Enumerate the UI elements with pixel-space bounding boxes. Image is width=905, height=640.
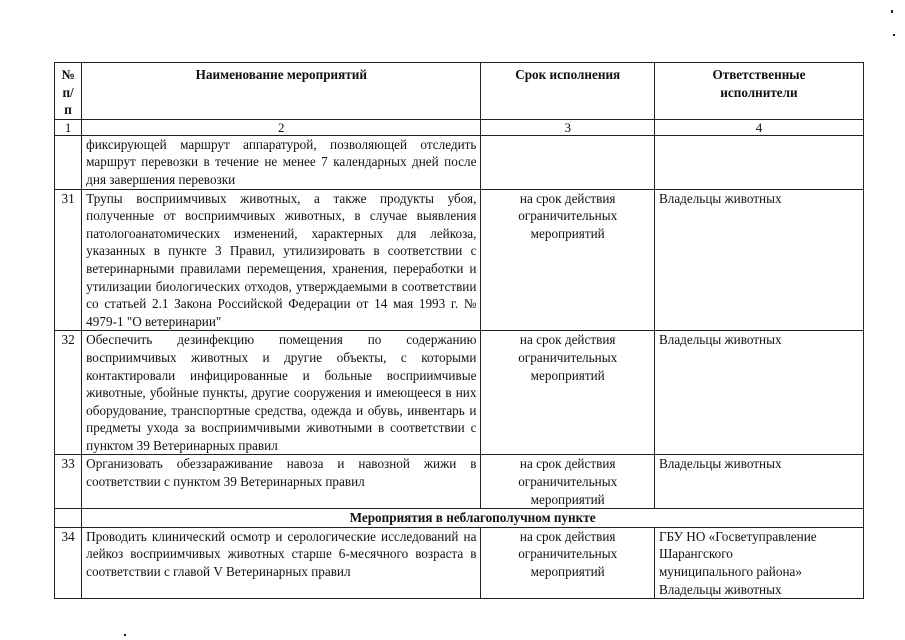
row-term: на срок действия ограничительных мероприятий [481,527,655,598]
row-description: Организовать обеззараживание навоза и навозной жижи в соответствии с пунктом 39 Ветеринарных правил [82,455,481,509]
row-responsible: Владельцы животных [654,331,863,455]
row-term: на срок действия ограничительных мероприятий [481,455,655,509]
section-number-cell [55,509,82,528]
row-number: 33 [55,455,82,509]
row-description: Проводить клинический осмотр и серологические исследований на лейкоз восприимчивых животных старше 6-месячного возраста в соответствии с главой V Ветеринарных правил [82,527,481,598]
scan-speck [891,10,893,13]
scan-speck [893,34,895,36]
table-row [55,189,864,331]
header-number: № п/п [55,63,82,120]
column-number: 4 [654,119,863,135]
section-title: Мероприятия в неблагополучном пункте [82,509,864,528]
row-number: 31 [55,189,82,331]
measures-table [54,62,864,599]
row-term: на срок действия ограничительных мероприятий [481,331,655,455]
row-responsible [654,135,863,189]
table-row [55,527,864,598]
header-responsible: Ответственные исполнители [654,63,863,120]
scan-speck [124,634,126,636]
table-row [55,331,864,455]
row-number: 32 [55,331,82,455]
row-responsible: Владельцы животных [654,189,863,331]
table-row [55,455,864,509]
column-number-row [55,119,864,135]
header-term: Срок исполнения [481,63,655,120]
row-number: 34 [55,527,82,598]
header-row [55,63,864,120]
row-description: Трупы восприимчивых животных, а также продукты убоя, полученные от восприимчивых животных, в случае выявления патологоанатомических изменений, характерных для лейкоза, указанных в пункте 3 Правил, утилизировать в соответствии с ветеринарными правилами перемещения, хранения, переработки и утилизации биологических отходов, утверждаемыми в соответствии со статьей 2.1 Закона Российской Федерации от 14 мая 1993 г. № 4979-1 "О ветеринарии" [82,189,481,331]
column-number: 1 [55,119,82,135]
row-responsible: ГБУ НО «Госветуправление Шарангского муниципального района» Владельцы животных [654,527,863,598]
column-number: 2 [82,119,481,135]
row-description: Обеспечить дезинфекцию помещения по содержанию восприимчивых животных и другие объекты, с которыми контактировали инфицированные и больные восприимчивые животные, убойные пункты, другие сооружения и имеющееся в них оборудование, транспортные средства, одежда и обувь, инвентарь и предметы ухода за восприимчивыми животными в соответствии с пунктом 39 Ветеринарных правил [82,331,481,455]
column-number: 3 [481,119,655,135]
row-term: на срок действия ограничительных мероприятий [481,189,655,331]
row-description: фиксирующей маршрут аппаратурой, позволяющей отследить маршрут перевозки в течение не менее 7 календарных дней после дня завершения перевозки [82,135,481,189]
row-responsible: Владельцы животных [654,455,863,509]
row-term [481,135,655,189]
section-row [55,509,864,528]
row-number [55,135,82,189]
table-row [55,135,864,189]
header-name: Наименование мероприятий [82,63,481,120]
